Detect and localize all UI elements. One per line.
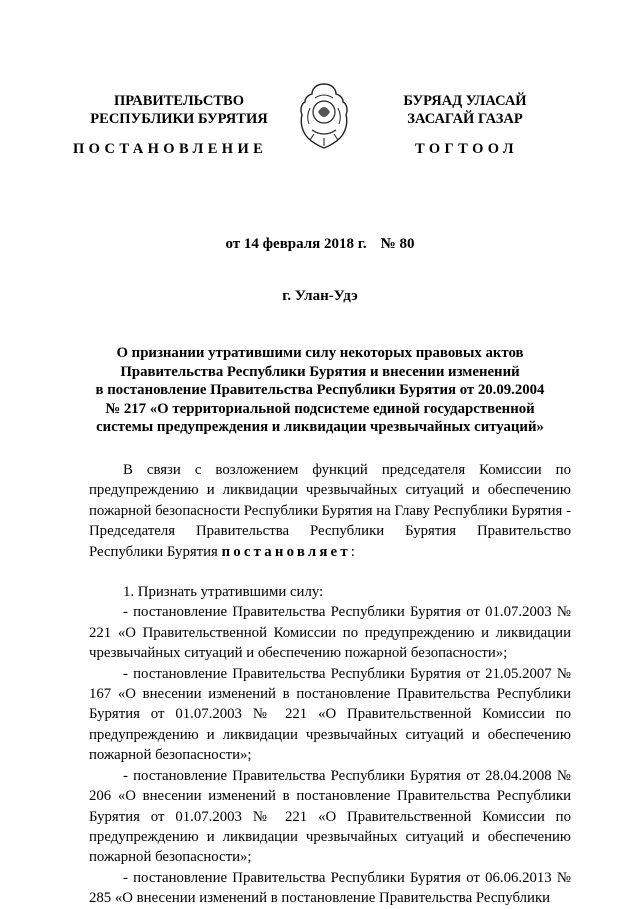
date-line bbox=[0, 236, 640, 253]
coat-of-arms-icon bbox=[298, 80, 350, 152]
government-name-line2: РЕСПУБЛИКИ БУРЯТИЯ bbox=[90, 111, 268, 127]
city: г. Улан-Удэ bbox=[282, 288, 358, 304]
list-item: - постановление Правительства Республики Бурятия от 21.05.2007 № 167 «О внесении изменений в постановление Правительства Республики Бурятия от 01.07.2003 № 221 «О Правительственной Комиссии по предупреждению и ликвидации чрезвычайных ситуаций и обеспечению пожарной безопасности»; bbox=[89, 665, 571, 764]
title-line: в постановление Правительства Республики Бурятия от 20.09.2004 bbox=[95, 382, 545, 398]
document-type-russian: ПОСТАНОВЛЕНИЕ bbox=[73, 141, 268, 157]
intro-text: В связи с возложением функций председателя Комиссии по предупреждению и ликвидации чрезвычайных ситуаций и обеспечению пожарной безопасности Республики Бурятия на Главу Республики Бурятия - Председателя Правительства Республики Бурятия Правительство Республики Бурятия bbox=[89, 462, 571, 560]
document-body bbox=[89, 460, 571, 909]
title-line: № 217 «О территориальной подсистеме единой государственной bbox=[105, 400, 535, 417]
document-number: № 80 bbox=[380, 236, 415, 252]
document-date: от 14 февраля 2018 г. bbox=[225, 236, 367, 252]
title-line: Правительства Республики Бурятия и внесении изменений bbox=[120, 363, 520, 380]
government-name-buryat bbox=[385, 92, 545, 128]
list-item: - постановление Правительства Республики Бурятия от 06.06.2013 № 285 «О внесении изменений в постановление Правительства Республики bbox=[89, 869, 571, 907]
government-name-russian bbox=[84, 92, 274, 128]
intro-paragraph bbox=[89, 460, 571, 562]
decree-keyword: постановляет bbox=[221, 543, 351, 560]
document-title bbox=[70, 344, 570, 437]
list-item: - постановление Правительства Республики Бурятия от 28.04.2008 № 206 «О внесении изменений в постановление Правительства Республики Бурятия от 01.07.2003 № 221 «О Правительственной Комиссии по предупреждению и ликвидации чрезвычайных ситуаций и обеспечению пожарной безопасности»; bbox=[89, 767, 571, 866]
document-type-buryat: ТОГТООЛ bbox=[415, 141, 518, 157]
government-name-buryat-line2: ЗАСАГАЙ ГАЗАР bbox=[407, 111, 523, 127]
title-line: О признании утратившими силу некоторых правовых актов bbox=[116, 345, 524, 361]
title-line: системы предупреждения и ликвидации чрезвычайных ситуаций» bbox=[96, 419, 544, 435]
intro-end: : bbox=[350, 543, 355, 560]
government-name-buryat-line1: БУРЯАД УЛАСАЙ bbox=[403, 93, 527, 109]
item1-heading: 1. Признать утратившими силу: bbox=[123, 584, 324, 601]
government-name-line1: ПРАВИТЕЛЬСТВО bbox=[114, 93, 244, 109]
list-item: - постановление Правительства Республики Бурятия от 01.07.2003 № 221 «О Правительственной Комиссии по предупреждению и ликвидации чрезвычайных ситуаций и обеспечению пожарной безопасности»; bbox=[89, 604, 571, 662]
